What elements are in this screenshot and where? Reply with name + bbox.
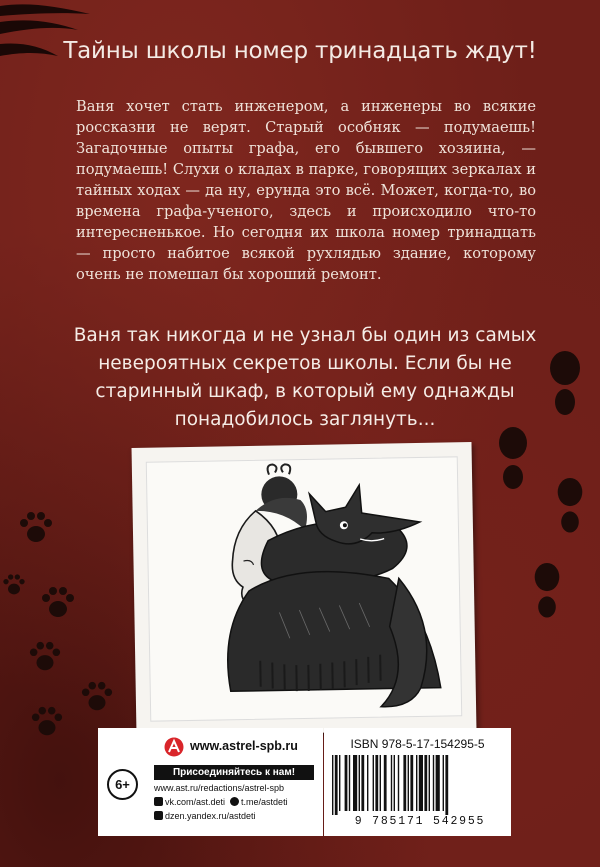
barcode-bar [332, 755, 333, 815]
fox-stole-on-shoulders-icon [147, 457, 461, 720]
dzen-icon [154, 811, 163, 820]
isbn-text: ISBN 978-5-17-154295-5 [350, 737, 485, 751]
barcode-bar [408, 755, 409, 811]
paw-print-icon [28, 640, 62, 674]
paw-print-icon [2, 572, 26, 598]
publisher-site-link[interactable]: www.astrel-spb.ru [190, 739, 298, 753]
barcode-bar [424, 755, 427, 811]
barcode-bar [367, 755, 368, 811]
social-links-row [154, 797, 288, 807]
barcode-icon [332, 755, 504, 815]
barcode-bar [335, 755, 338, 815]
barcode-bar [398, 755, 399, 811]
dzen-link-row [154, 811, 256, 821]
barcode-digits: 9 785171 542955 [354, 815, 486, 828]
barcode-bar [380, 755, 381, 811]
barcode-bar [433, 755, 434, 811]
telegram-icon [230, 797, 239, 806]
paw-print-icon [18, 510, 54, 546]
barcode-bar [419, 755, 423, 811]
barcode-bar [339, 755, 340, 811]
paw-print-icon [80, 680, 114, 714]
barcode-bar [416, 755, 417, 811]
barcode-bar [353, 755, 357, 811]
join-us-banner: Присоединяйтесь к нам! [154, 765, 314, 780]
telegram-link[interactable]: t.me/astdeti [241, 797, 288, 807]
barcode-bar [361, 755, 364, 811]
barcode-bar [373, 755, 374, 811]
shoe-print-icon [525, 560, 569, 624]
barcode-bar [403, 755, 406, 811]
barcode-bar [375, 755, 378, 811]
paw-print-icon [30, 705, 64, 739]
barcode-box [324, 728, 511, 836]
barcode-bar [345, 755, 348, 811]
headline: Тайны школы номер тринадцать ждут! [63, 38, 537, 64]
barcode-bar [429, 755, 430, 811]
barcode-bar [410, 755, 413, 811]
shoe-print-icon [540, 350, 590, 420]
barcode-bar [349, 755, 350, 811]
teaser-paragraph: Ваня так никогда и не узнал бы один из самых невероятных секретов школы. Если бы не старинный шкаф, в который ему однажды понадобилось заглянуть... [73, 325, 537, 430]
barcode-bar [391, 755, 392, 811]
barcode-bar [443, 755, 444, 811]
vk-link[interactable]: vk.com/ast.deti [165, 797, 226, 807]
shoe-print-icon [548, 475, 592, 539]
barcode-bar [436, 755, 440, 811]
barcode-bar [394, 755, 395, 811]
redactions-link[interactable]: www.ast.ru/redactions/astrel-spb [154, 783, 285, 793]
description-paragraph: Ваня хочет стать инженером, а инженеры во всякие россказни не верят. Старый особняк — подумаешь! Загадочные опыты графа, его бывшего хозяина, — подумаешь! Слухи о кладах в парке, говорящих зеркалах и тайных ходах — да ну, ерунда это всё. Может, когда-то, во времена графа-ученого, здесь и происходило что-то интересненькое. Но сегодня их школа номер тринадцать — просто набитое всякой рухлядью здание, которому очень не помешал бы хороший ремонт. [76, 98, 536, 283]
publisher-info-box [98, 728, 323, 836]
vk-icon [154, 797, 163, 806]
illustration-photo [132, 442, 477, 736]
paw-print-icon [40, 585, 76, 621]
barcode-bar [445, 755, 448, 815]
astrel-logo-icon [164, 737, 184, 757]
barcode-bar [359, 755, 360, 811]
dzen-link[interactable]: dzen.yandex.ru/astdeti [165, 811, 256, 821]
age-rating-badge: 6+ [107, 769, 138, 800]
shoe-print-icon [488, 425, 538, 495]
illustration-canvas [146, 456, 462, 721]
barcode-bar [384, 755, 387, 811]
